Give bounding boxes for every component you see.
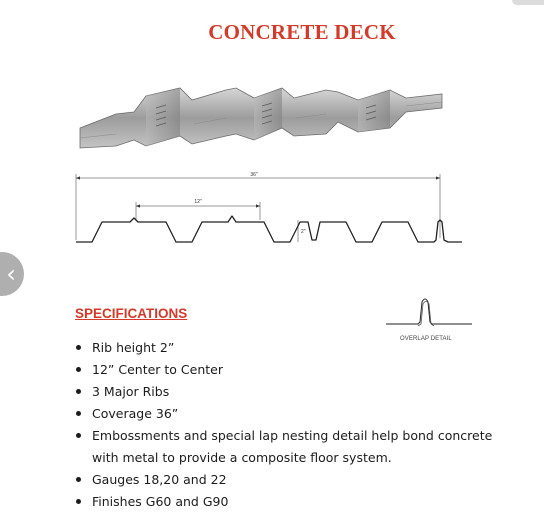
top-edge-tab [512,0,544,5]
spec-item: 3 Major Ribs [75,381,515,403]
overlap-detail-label: OVERLAP DETAIL [400,336,452,342]
overall-width-label: 36" [250,172,258,178]
overlap-detail-drawing [384,292,474,332]
back-button[interactable] [0,252,24,296]
deck-profile-line [76,216,462,242]
spec-item: Coverage 36” [75,403,515,425]
page-title: CONCRETE DECK [208,20,396,44]
deck-profile-drawing [70,170,470,250]
spec-item: Rib height 2” [75,337,515,359]
concrete-deck-illustration [76,84,446,162]
rib-spacing-label: 12" [194,199,202,205]
specifications-heading: SPECIFICATIONS [75,306,188,321]
spec-item: 12” Center to Center [75,359,515,381]
specifications-list [75,337,515,513]
spec-item: Finishes G60 and G90 [75,491,515,513]
rib-height-label: 2" [301,229,306,235]
spec-item: Gauges 18,20 and 22 [75,469,515,491]
spec-item: Embossments and special lap nesting detail help bond concrete with metal to provide a composite floor system. [75,425,515,469]
chevron-left-icon: ‹ [6,260,16,288]
